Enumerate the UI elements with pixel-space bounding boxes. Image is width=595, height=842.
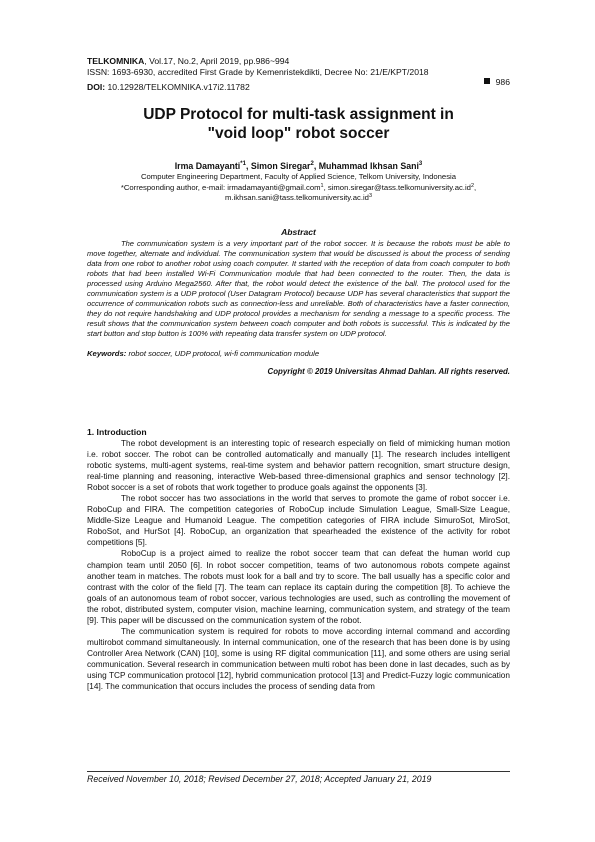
corresponding-author [87, 183, 510, 194]
doi [87, 82, 250, 92]
doi-label: DOI: [87, 82, 106, 93]
corresponding-email-2: , simon.siregar@tass.telkomuniversity.ac.id [323, 182, 471, 192]
corresponding-author-line-2 [87, 193, 510, 204]
abstract-text: The communication system is a very important part of the robot soccer. It is because the robots must be able to move together, alternate and individual. The communication system that would be discussed is about the process of sending data from one robot to another robot using coach computer. It started with the reception of data from coach computer to both robots that had been installed Wi-Fi Communication module that had been connected to the router. Then, the data is processed using Arduino Mega2560. After that, the robot would detect the existence of the ball. The protocol used for the communication system is a UDP protocol (User Datagram Protocol) because UDP has several characteristics that support the occurrence of communication robots such as connection-less and unreliable. Both of characteristics have a faster connection, they do not require handshaking and UDP protocol provides a mechanism for sending a message to a specific process. The result shows that the communication system between coach computer and both robots is successful. This is indicated by the start button and stop button is 100% with repeating data transfer system on UDP protocol. [87, 239, 510, 338]
introduction-body [87, 438, 510, 692]
keywords-value: robot soccer, UDP protocol, wi-fi communication module [126, 349, 320, 358]
page-number-value: 986 [495, 77, 510, 88]
email-3-sup: 3 [368, 193, 372, 200]
author-1-sup: *1 [240, 161, 246, 167]
author-list [87, 160, 510, 172]
journal-volume: , Vol.17, No.2, April 2019, pp.986~994 [144, 56, 290, 66]
author-2: , Simon Siregar [245, 161, 311, 171]
journal-name: TELKOMNIKA [87, 56, 145, 66]
title-line-2: "void loop" robot soccer [207, 125, 390, 142]
journal-issn: ISSN: 1693-6930, accredited First Grade by Kemenristekdikti, Decree No: 21/E/KPT/2018 [87, 66, 429, 77]
doi-value: 10.12928/TELKOMNIKA.v17i2.11782 [105, 82, 250, 93]
journal-header [87, 56, 510, 93]
doi-row [87, 77, 510, 93]
paragraph: The communication system is required for robots to move according internal command and according multirobot command simultaneously. In internal communication, one of the research that has been done is by using Controller Area Network (CAN) [10], some is using RF digital communication [11], and some others are using serial communication. Several research in communication between multi robot has been done in last decades, such as by using TCP communication protocol [12], hybrid communication protocol [13] and Predict-Fuzzy logic communication [14]. The communication that occurs includes the process of sending data from [87, 626, 510, 692]
paper-title [87, 105, 510, 143]
keywords [87, 349, 510, 359]
affiliation: Computer Engineering Department, Faculty of Applied Science, Telkom University, Indonesia [140, 172, 457, 181]
email-2-sup: 2 [470, 182, 474, 189]
corresponding-email-3: m.ikhsan.sani@tass.telkomuniversity.ac.id [224, 193, 369, 203]
email-1-sup: 1 [320, 182, 324, 189]
author-3-sup: 3 [418, 161, 423, 167]
paragraph: The robot development is an interesting topic of research especially on field of mimicking human motion i.e. robot soccer. The robot can be controlled automatically and manually [1]. The research includes intelligent robotic systems, multi-agent systems, real-time system and behavior pattern recognition, smart structure design, real-time planning and reasoning, interactive Web-based three-dimensional graphics and sensor technology [2]. Robot soccer is a set of robots that work together to produce goals against the opponents [3]. [87, 439, 510, 493]
journal-citation [87, 56, 510, 67]
email-separator: , [474, 182, 477, 192]
author-3: , Muhammad Ikhsan Sani [313, 161, 419, 171]
square-bullet-icon [484, 78, 490, 84]
author-1: Irma Damayanti [174, 161, 241, 171]
section-heading-introduction: 1. Introduction [87, 427, 147, 437]
page-number [484, 77, 510, 88]
footer-divider [87, 771, 510, 772]
abstract-heading: Abstract [281, 227, 316, 237]
keywords-label: Keywords: [87, 349, 127, 358]
copyright-notice: Copyright © 2019 Universitas Ahmad Dahlan. All rights reserved. [267, 367, 510, 376]
affiliation-block [87, 172, 510, 204]
title-line-1: UDP Protocol for multi-task assignment in [143, 106, 454, 123]
corresponding-email-1: *Corresponding author, e-mail: irmadamayanti@gmail.com [120, 182, 321, 192]
paragraph: The robot soccer has two associations in the world that serves to promote the game of robot soccer i.e. RoboCup and FIRA. The competition categories of RoboCup include Simulation League, Small-Size League, Middle-Size League and Humanoid League. The competition categories of FIRA include SimuroSot, MiroSot, RoboSot, and HurSot [4]. RoboCup, an organization that spearheaded the existence of the activity for robot competitions [5]. [87, 494, 510, 548]
paragraph: RoboCup is a project aimed to realize the robot soccer team that can defeat the human world cup champion team until 2050 [6]. In robot soccer competition, teams of two autonomous robots compete against another team in matches. The robots must look for a ball and try to score. The ball usually has a specific color and contrast with the color of the field [7]. The team can replace its captain during the competition [8]. To achieve the goals of an autonomous team of robot soccer, various technologies are used, such as controlling the movement of the robot, distributed system, computer vision, machine learning, communication system, and strategy of the team [9]. This paper will be discussed on the communication system of the robot. [87, 549, 510, 625]
received-dates: Received November 10, 2018; Revised December 27, 2018; Accepted January 21, 2019 [87, 774, 432, 784]
author-2-sup: 2 [310, 161, 314, 167]
